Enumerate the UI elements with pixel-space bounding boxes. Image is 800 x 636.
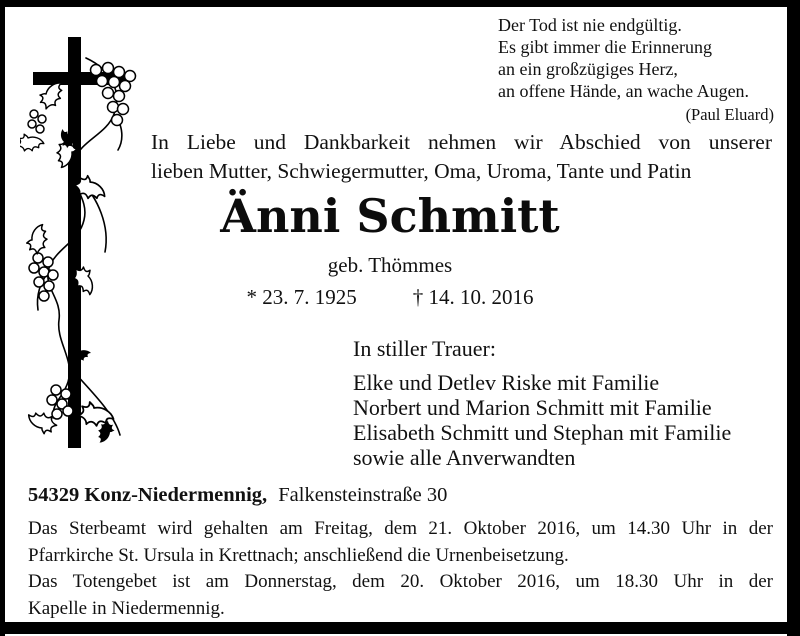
scan-frame-right [787, 0, 800, 636]
maiden-name: geb. Thömmes [327, 253, 453, 277]
intro-line: lieben Mutter, Schwiegermutter, Oma, Uroma, Tante und Patin [151, 159, 692, 183]
life-dates [130, 285, 650, 309]
funeral-notice-mass [28, 516, 773, 569]
quote-line: an offene Hände, an wache Augen. [498, 81, 750, 101]
notice-line: Kapelle in Niedermennig. [28, 597, 225, 619]
notice-line: Pfarrkirche St. Ursula in Krettnach; anschließend die Urnenbeisetzung. [28, 544, 569, 566]
death-date: † 14. 10. 2016 [412, 285, 534, 309]
quote-line: Der Tod ist nie endgültig. [498, 15, 682, 35]
mourning-heading: In stiller Trauer: [353, 336, 496, 361]
quote-line: Es gibt immer die Erinnerung [498, 37, 712, 57]
address-line [28, 483, 447, 507]
mourning-block [353, 336, 731, 470]
address-city: 54329 Konz-Niedermennig, [28, 484, 268, 506]
cross-grapevine-icon [20, 30, 140, 455]
address-street: Falkensteinstraße 30 [278, 484, 448, 506]
intro-paragraph [151, 128, 772, 186]
birth-date: * 23. 7. 1925 [246, 285, 357, 309]
deceased-block [130, 190, 650, 309]
scan-frame-top [0, 0, 800, 7]
mourner-line: sowie alle Anverwandten [353, 445, 576, 470]
intro-line: In Liebe und Dankbarkeit nehmen wir Abschied von unserer [151, 130, 772, 154]
scan-frame-bottom [0, 622, 800, 634]
funeral-notice-prayer [28, 569, 773, 622]
notice-line: Das Totengebet ist am Donnerstag, dem 20. Oktober 2016, um 18.30 Uhr in der [28, 571, 773, 592]
scan-frame-left [0, 0, 5, 636]
notice-line: Das Sterbeamt wird gehalten am Freitag, dem 21. Oktober 2016, um 14.30 Uhr in der [28, 518, 773, 539]
mourner-line: Elisabeth Schmitt und Stephan mit Familie [353, 420, 732, 445]
quote-line: an ein großzügiges Herz, [498, 59, 678, 79]
quote-block [498, 14, 774, 126]
deceased-name: Änni Schmitt [220, 189, 560, 243]
quote-attribution: (Paul Eluard) [685, 105, 774, 124]
mourner-line: Norbert und Marion Schmitt mit Familie [353, 395, 712, 420]
mourner-line: Elke und Detlev Riske mit Familie [353, 370, 660, 395]
